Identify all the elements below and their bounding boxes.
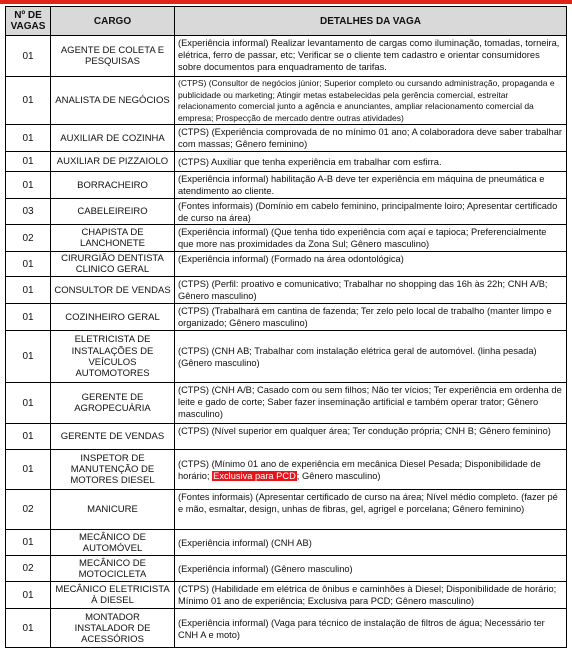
row-cargo: MECÂNICO ELETRICISTA À DIESEL <box>51 582 175 609</box>
table-row <box>6 582 567 609</box>
row-detalhes: (CTPS) (Consultor de negócios júnior; Superior completo ou cursando administração, propaganda e publicidade ou marketing; Atingir metas estabelecidas pela gerência comercial, estreitar relacionamento comercial junto a agência e anunciantes, ampliar relacionamento comercial da empresa; Prospecção de mercado dentre outras atividades) <box>175 77 567 125</box>
table-row <box>6 530 567 556</box>
row-num: 01 <box>6 125 51 152</box>
row-num: 01 <box>6 383 51 424</box>
row-cargo: CONSULTOR DE VENDAS <box>51 277 175 304</box>
row-detalhes: (CTPS) (CNH A/B; Casado com ou sem filhos; Não ter vícios; Ter experiência em ordenha de leite e gado de corte; Saber fazer inseminação artificial e também operar trator; Gênero masculino) <box>175 383 567 424</box>
row-num: 01 <box>6 530 51 556</box>
top-accent-bar <box>0 0 572 4</box>
table-row <box>6 125 567 152</box>
table-row <box>6 199 567 225</box>
row-detalhes: (CTPS) (Nível superior em qualquer área; Ter condução própria; CNH B; Gênero feminino) <box>175 424 567 450</box>
table-row <box>6 304 567 331</box>
row-num: 01 <box>6 582 51 609</box>
table-row <box>6 277 567 304</box>
row-detalhes: (Experiência informal) (Gênero masculino) <box>175 556 567 582</box>
row-detalhes: (Fontes informais) (Apresentar certificado de curso na área; Nível médio completo. (fazer pé e mão, esmaltar, design, unhas de fibras, gel, agrigel e porcelana; Gênero feminino) <box>175 490 567 530</box>
row-detalhes: (CTPS) (Habilidade em elétrica de ônibus e caminhões à Diesel; Disponibilidade de horário; Mínimo 01 ano de experiência; Exclusiva para PCD; Gênero masculino) <box>175 582 567 609</box>
header-cargo: CARGO <box>51 7 175 36</box>
row-cargo: ANALISTA DE NEGÓCIOS <box>51 77 175 125</box>
table-row <box>6 383 567 424</box>
row-num: 01 <box>6 152 51 172</box>
row-num: 01 <box>6 172 51 199</box>
table-row <box>6 225 567 252</box>
row-cargo: MECÂNICO DE AUTOMÓVEL <box>51 530 175 556</box>
table-row <box>6 252 567 277</box>
row-detalhes: (CTPS) (CNH AB; Trabalhar com instalação elétrica geral de automóvel. (linha pesada) (Gênero masculino) <box>175 331 567 383</box>
row-num: 01 <box>6 277 51 304</box>
row-num: 01 <box>6 77 51 125</box>
table-row <box>6 77 567 125</box>
row-cargo: GERENTE DE AGROPECUÁRIA <box>51 383 175 424</box>
table-row <box>6 172 567 199</box>
row-cargo: MANICURE <box>51 490 175 530</box>
row-num: 02 <box>6 556 51 582</box>
row-cargo: AGENTE DE COLETA E PESQUISAS <box>51 36 175 77</box>
table-row <box>6 609 567 648</box>
row-detalhes <box>175 450 567 490</box>
header-num-vagas: Nº DE VAGAS <box>6 7 51 36</box>
row-num: 01 <box>6 36 51 77</box>
table-header-row <box>6 7 567 36</box>
table-row <box>6 424 567 450</box>
job-vacancies-table <box>5 6 567 648</box>
row-num: 01 <box>6 450 51 490</box>
row-cargo: AUXILIAR DE COZINHA <box>51 125 175 152</box>
row-detalhes: (Experiência informal) habilitação A-B deve ter experiência em máquina de pneumática e atendimento ao cliente. <box>175 172 567 199</box>
row-detalhes: (CTPS) (Perfil: proativo e comunicativo; Trabalhar no shopping das 16h às 22h; CNH A/B; Gênero masculino) <box>175 277 567 304</box>
row-num: 01 <box>6 609 51 648</box>
detalhes-text-pre: (CTPS) (Mínimo 01 ano de experiência em mecânica Diesel Pesada; Disponibilidade de horário; <box>178 459 541 482</box>
table-row <box>6 556 567 582</box>
row-num: 02 <box>6 225 51 252</box>
table-row <box>6 36 567 77</box>
row-cargo: MONTADOR INSTALADOR DE ACESSÓRIOS <box>51 609 175 648</box>
table-row <box>6 152 567 172</box>
row-detalhes: (Experiência informal) (Que tenha tido experiência com açaí e tapioca; Preferencialmente que more nas proximidades da Zona Sul; Gênero masculino) <box>175 225 567 252</box>
row-cargo: COZINHEIRO GERAL <box>51 304 175 331</box>
detalhes-text-post: ; Gênero masculino) <box>296 471 381 482</box>
row-num: 01 <box>6 304 51 331</box>
table-row <box>6 450 567 490</box>
row-cargo: CABELEIREIRO <box>51 199 175 225</box>
row-num: 01 <box>6 331 51 383</box>
row-cargo: CHAPISTA DE LANCHONETE <box>51 225 175 252</box>
row-detalhes: (Experiência informal) (Vaga para técnico de instalação de filtros de água; Necessário ter CNH A e moto) <box>175 609 567 648</box>
row-detalhes: (Experiência informal) (Formado na área odontológica) <box>175 252 567 277</box>
pcd-highlight-badge: Exclusiva para PCD <box>213 471 296 482</box>
table-row <box>6 490 567 530</box>
row-cargo: ELETRICISTA DE INSTALAÇÕES DE VEÍCULOS AUTOMOTORES <box>51 331 175 383</box>
row-cargo: AUXILIAR DE PIZZAIOLO <box>51 152 175 172</box>
row-num: 01 <box>6 424 51 450</box>
row-detalhes: (CTPS) Auxiliar que tenha experiência em trabalhar com esfirra. <box>175 152 567 172</box>
row-cargo: GERENTE DE VENDAS <box>51 424 175 450</box>
row-detalhes: (Experiência informal) Realizar levantamento de cargas como iluminação, tomadas, torneira, elétrica, ferro de passar, etc; Verificar se o cliente tem cadastro e orientar consumidores sobre documentos para enquadramento de tarifas. <box>175 36 567 77</box>
row-detalhes: (CTPS) (Trabalhará em cantina de fazenda; Ter zelo pelo local de trabalho (manter limpo e organizado; Gênero masculino) <box>175 304 567 331</box>
row-cargo: BORRACHEIRO <box>51 172 175 199</box>
row-detalhes: (Experiência informal) (CNH AB) <box>175 530 567 556</box>
row-cargo: INSPETOR DE MANUTENÇÃO DE MOTORES DIESEL <box>51 450 175 490</box>
row-detalhes: (Fontes informais) (Domínio em cabelo feminino, principalmente loiro; Apresentar certificado de curso na área) <box>175 199 567 225</box>
row-num: 02 <box>6 490 51 530</box>
row-detalhes: (CTPS) (Experiência comprovada de no mínimo 01 ano; A colaboradora deve saber trabalhar com massas; Gênero feminino) <box>175 125 567 152</box>
header-detalhes: DETALHES DA VAGA <box>175 7 567 36</box>
row-cargo: MECÂNICO DE MOTOCICLETA <box>51 556 175 582</box>
row-num: 01 <box>6 252 51 277</box>
row-cargo: CIRURGIÃO DENTISTA CLINICO GERAL <box>51 252 175 277</box>
table-row <box>6 331 567 383</box>
row-num: 03 <box>6 199 51 225</box>
